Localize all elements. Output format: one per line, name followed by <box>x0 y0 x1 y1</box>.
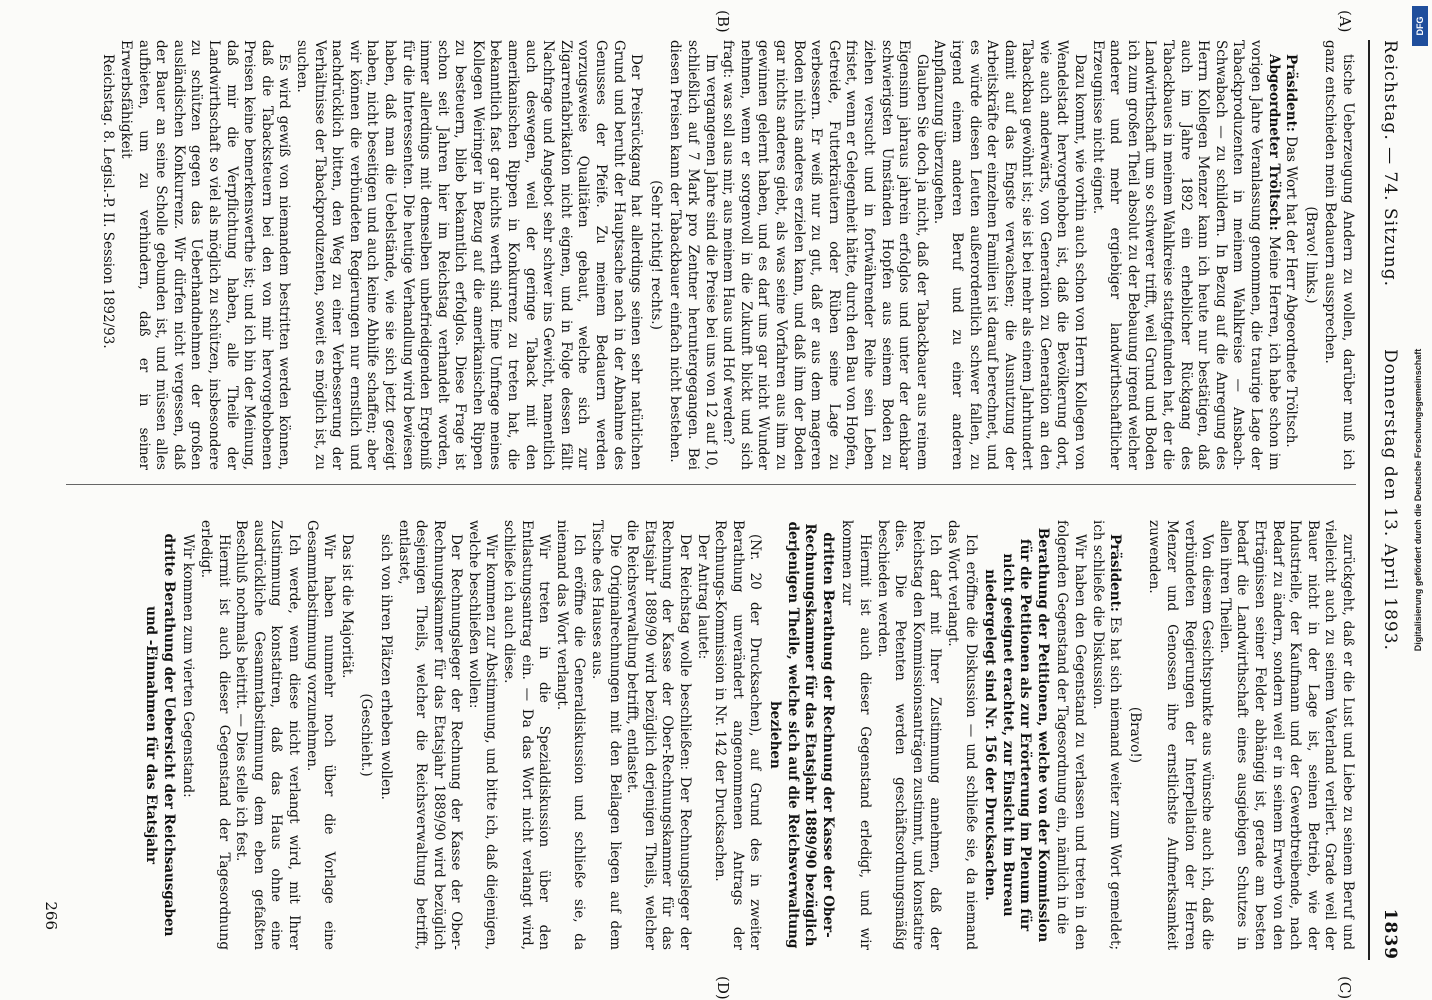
column-divider <box>66 484 1356 485</box>
agenda-item: dritte Berathung der Uebersicht der Reichsausgaben und -Einnahmen für das Etatsjahr <box>143 533 177 937</box>
margin-marker-d: (D) <box>714 976 732 1000</box>
speech-text: Meine Herren, ich habe schon im vorigen Jahre Veranlassung genommen, die traurige Lage der Tabackproduzenten in meinem Wahlkreise — Ansbach-Schwabach — zu schildern. In Bezug auf die Anregung des Herrn Kollegen Menzer kann ich heute nur bestätigen, daß auch im Jahre 1892 ein erheblicher Rückgang des Tabackbaues in meinem Wahlkreise stattgefunden hat, der die Landwirthschaft um so schwerer trifft, weil Grund und Boden ich zum großen Theil absolut zu der Bebauung irgend welcher anderer und mehr ergiebiger landwirthschaftlicher Erzeugnisse nicht eignet. <box>1089 40 1282 470</box>
applause-note: (Bravo! links.) <box>1302 206 1319 304</box>
paragraph: Es wird gewiß von niemandem bestritten werden können, daß die Tabacksteuern bei den von mir hervorgehobenen Preisen keine bemerkenswerthe ist; und ich bin der Meinung, daß mir die Verpflichtung haben, alle Theile der Landwirthschaft so viel als möglich zu schützen, insbesondere zu schützen gegen das Ueberhandnehmen der großen ausländischen Konkurrenz. Wir dürfen nicht vergessen, daß der Bauer an seine Scholle gebunden ist, und müssen alles aufbieten, um zu verhindern, daß er in seiner Erwerbsfähigkeit <box>118 40 293 470</box>
dfg-logo <box>1412 6 1428 46</box>
paragraph: Dazu kommt, wie vorhin auch schon von Herrn Kollegen von Wendelstadt hervorgehoben ist, daß die Bevölkerung dort, wie auch anderwärts, von Generation zu Generation an den Tabackbau gewöhnt ist; sie ist bei mehr als einem Jahrhundert damit auf das Engste verwachsen; die Ausnutzung der Arbeitskräfte der einzelnen Familien ist darauf berechnet, und es würde diesen Leuten außerordentlich schwer fallen, zu irgend einem anderen Beruf und zu einer anderen Anpflanzung überzugehen. <box>931 40 1089 470</box>
paragraph: tische Ueberzeugung Andern zu wollen, darüber muß ich ganz entschieden mein Bedauern aussprechen. <box>1322 40 1356 470</box>
signature-mark: 266 <box>42 901 60 930</box>
paragraph: zurückgeht, daß er die Lust und Liebe zu seinem Beruf und vielleicht auch zu seinem Vaterland verliert. Grade weil der Bauer nicht in der Lage ist, seinen Betrieb, wie der Industrielle, der Kaufmann und der Gewerbtreibende, nach Bedarf zu ändern, sondern weil er in seinem Erwerb von den Erträgnissen seiner Felder abhängig ist, gerade am besten bedarf die Landwirthschaft eines ausgiebigen Schutzes in allen ihren Theilen. <box>1216 520 1356 950</box>
header-date: Donnerstag den 13. April 1893. <box>1380 349 1400 651</box>
paragraph: Wir kommen zur Abstimmung, und bitte ich, daß diejenigen, welche beschließen wollen: <box>465 520 500 950</box>
speech-text: Es hat sich niemand weiter zum Wort gemeldet; ich schließe die Diskussion. <box>1089 520 1124 950</box>
paragraph: Glauben Sie doch ja nicht, daß der Tabackbauer aus reinem Eigensinn jahraus jahrein erfolglos und unter der denkbar schwierigsten Umständen Hopfen aus seinem Boden zu ziehen versucht und in fortwährender Reihe sein Leben fristet, wenn er Gelegenheit hätte, durch den Bau von Hopfen, Getreide, Futterkräutern oder Rüben seine Lage zu verbessern. Er weiß nur zu gut, daß er aus dem mageren Boden nichts anderes erzielen kann, und daß ihm der Boden gar nichts anderes giebt, als was seine Vorfahren aus ihm zu gewinnen gelernt haben, und es darf uns gar nicht Wunder nehmen, wenn er sorgenvoll in die Zukunft blickt und sich fragt: was soll aus mir, aus meinem Haus und Hof werden? <box>720 40 930 470</box>
paragraph <box>1282 40 1300 470</box>
digitization-credit: Digitalisierung gefördert durch die Deutsche Forschungsgemeinschaft <box>1413 348 1423 652</box>
paragraph: Wir kommen zum vierten Gegenstand: <box>180 534 197 798</box>
left-column <box>66 40 1356 470</box>
paragraph: Ich eröffne die Generaldiskussion und schließe sie, da niemand das Wort verlangt. <box>553 520 588 950</box>
speaker-label: Präsident: <box>1283 54 1300 132</box>
paragraph: Von diesem Gesichtspunkte aus wünsche auch ich, daß die verbündeten Regierungen der Interpellation der Herren Menzer und Genossen ihre ernstlichste Aufmerksamkeit zuwenden. <box>1146 520 1216 950</box>
running-header <box>1368 40 1404 960</box>
paragraph: sich von ihren Plätzen erheben wollen. <box>377 534 394 800</box>
paragraph: Wir treten in die Spezialdiskussion über den Entlastungsantrag ein. — Da das Wort nicht verlangt wird, schließe ich auch diese. <box>501 520 553 950</box>
paragraph: Wir haben den Gegenstand zu verlassen und treten in den folgenden Gegenstand der Tagesordnung ein, nämlich in die <box>1054 520 1089 950</box>
margin-marker-a: (A) <box>1336 10 1354 33</box>
right-column <box>66 520 1356 950</box>
motion-text: Der Reichstag wolle beschließen: Der Rechnungsleger der Rechnung der Kasse der Ober-Rechnungskammer für das Etatsjahr 1889/90 wird bezüglich derjenigen Theils, welcher die Reichsverwaltung betrifft, entlastet. <box>624 520 694 950</box>
paragraph: Der Antrag lautet: <box>694 534 711 660</box>
paragraph: Im vergangenen Jahre sind die Preise bei uns von 12 auf 10, schließlich auf 7 Mark pro Zentner heruntergegangen. Bei diesen Preisen kann der Tabackbauer einfach nicht bestehen. <box>667 40 719 470</box>
agenda-item: Berathung der Petitionen, welche von der Kommission für die Petitionen als zur Erörterung im Plenum für nicht geeignet erachtet, zur Einsicht im Bureau niedergelegt sind Nr. 156 der Drucksachen. <box>982 527 1051 943</box>
speaker-label: Abgeordneter Tröltsch: <box>1265 54 1282 231</box>
digitization-banner <box>1407 0 1429 1000</box>
margin-marker-c: (C) <box>1336 976 1354 1000</box>
page-number: 1839 <box>1380 908 1400 960</box>
speaker-label: Präsident: <box>1107 534 1124 612</box>
agenda-item: dritten Berathung der Rechnung der Kasse der Ober-Rechnungskammer für das Etatsjahr 1889/90 bezüglich derjenigen Theile, welche sich auf die Reichsverwaltung beziehen <box>767 521 836 949</box>
applause-note: (Bravo!) <box>1126 706 1143 764</box>
paragraph: Hiermit ist auch dieser Gegenstand erledigt, und wir kommen zur <box>839 520 873 950</box>
motion-text: Der Rechnungsleger der Rechnung der Kasse der Ober-Rechnungskammer für das Etatsjahr 1889/90 wird bezüglich desjenigen Theils, welcher die Reichsverwaltung betrifft, entlastet, <box>395 520 465 950</box>
header-left: Reichstag. — 74. Sitzung. <box>1380 40 1400 288</box>
interjection: (Sehr richtig! rechts.) <box>647 180 664 330</box>
paragraph: Der Preisrückgang hat allerdings seinen sehr natürlichen Grund und beruht der Hauptsache nach in der Abnahme des Genusses der Pfeife. Zu meinem Bedauern werden vorzugsweise Qualitäten gebaut, welche sich zur Zigarrenfabrikation nicht eignen, und in Folge dessen fällt Nachfrage und Angebot sehr schwer ins Gewicht, namentlich auch deswegen, weil der geringe Taback mit den amerikanischen Rippen in Konkurrenz zu treten hat, die bekanntlich fast gar nichts werth sind. Eine Umfrage meines Kollegen Weiringer in Bezug auf die amerikanischen Rippen zu besteuern, blieb bekanntlich erfolglos. Diese Frage ist schon seit Jahren hier im Reichstag verhandelt worden, immer allerdings mit demselben unbefriedigenden Ergebniß für die Interessenten. Die heutige Verhandlung wird bewiesen haben, daß man die Uebelstände, wie sie sich jetzt gezeigt haben, nicht beseitigen und auch keine Abhilfe schaffen; aber wir können die verbündeten Regierungen nur ernstlich und nachdrücklich bitten, den Weg zu einer Verbesserung der Verhältnisse der Tabackproduzenten, soweit es möglich ist, zu suchen. <box>293 40 645 470</box>
paragraph <box>1088 40 1282 470</box>
paragraph: (Nr. 20 der Drucksachen), auf Grund des in zweiter Berathung unverändert angenommenen Antrags der Rechnungs-Kommission in Nr. 142 der Drucksachen. <box>712 520 764 950</box>
paragraph: Wir haben nunmehr noch über die Vorlage eine Gesammtabstimmung vorzunehmen. <box>303 520 338 950</box>
session-footer: Reichstag. 8. Legisl.-P. II. Session 1892/93. <box>100 54 117 349</box>
dfg-logo-text: DFG <box>1415 16 1425 36</box>
speech-text: Das Wort hat der Herr Abgeordnete Tröltsch. <box>1283 136 1300 448</box>
margin-marker-b: (B) <box>714 10 732 33</box>
paragraph: Ich werde, wenn diese nicht verlangt wird, mit Ihrer Zustimmung konstatiren, daß das Haus ohne eine ausdrückliche Gesammtabstimmung dem eben gefaßten Beschluß nochmals beitritt. — Dies stelle ich fest. <box>233 520 302 950</box>
interjection: (Geschieht.) <box>358 693 375 777</box>
paragraph: Ich eröffne die Diskussion — und schließe sie, da niemand das Wort verlangt. <box>944 520 979 950</box>
paragraph: Das ist die Majorität. <box>338 534 355 679</box>
paragraph: Ich darf mit Ihrer Zustimmung annehmen, daß der Reichstag den Kommissionsanträgen zustimmt, und konstatire dies. Die Petenten werden geschäftsordnungsmäßig beschieden werden. <box>874 520 944 950</box>
paragraph: Hiermit ist auch dieser Gegenstand der Tagesordnung erledigt. <box>198 520 232 950</box>
paragraph <box>1088 520 1123 950</box>
paragraph: Die Originalrechnungen mit den Beilagen liegen auf dem Tische des Hauses aus. <box>589 520 623 950</box>
